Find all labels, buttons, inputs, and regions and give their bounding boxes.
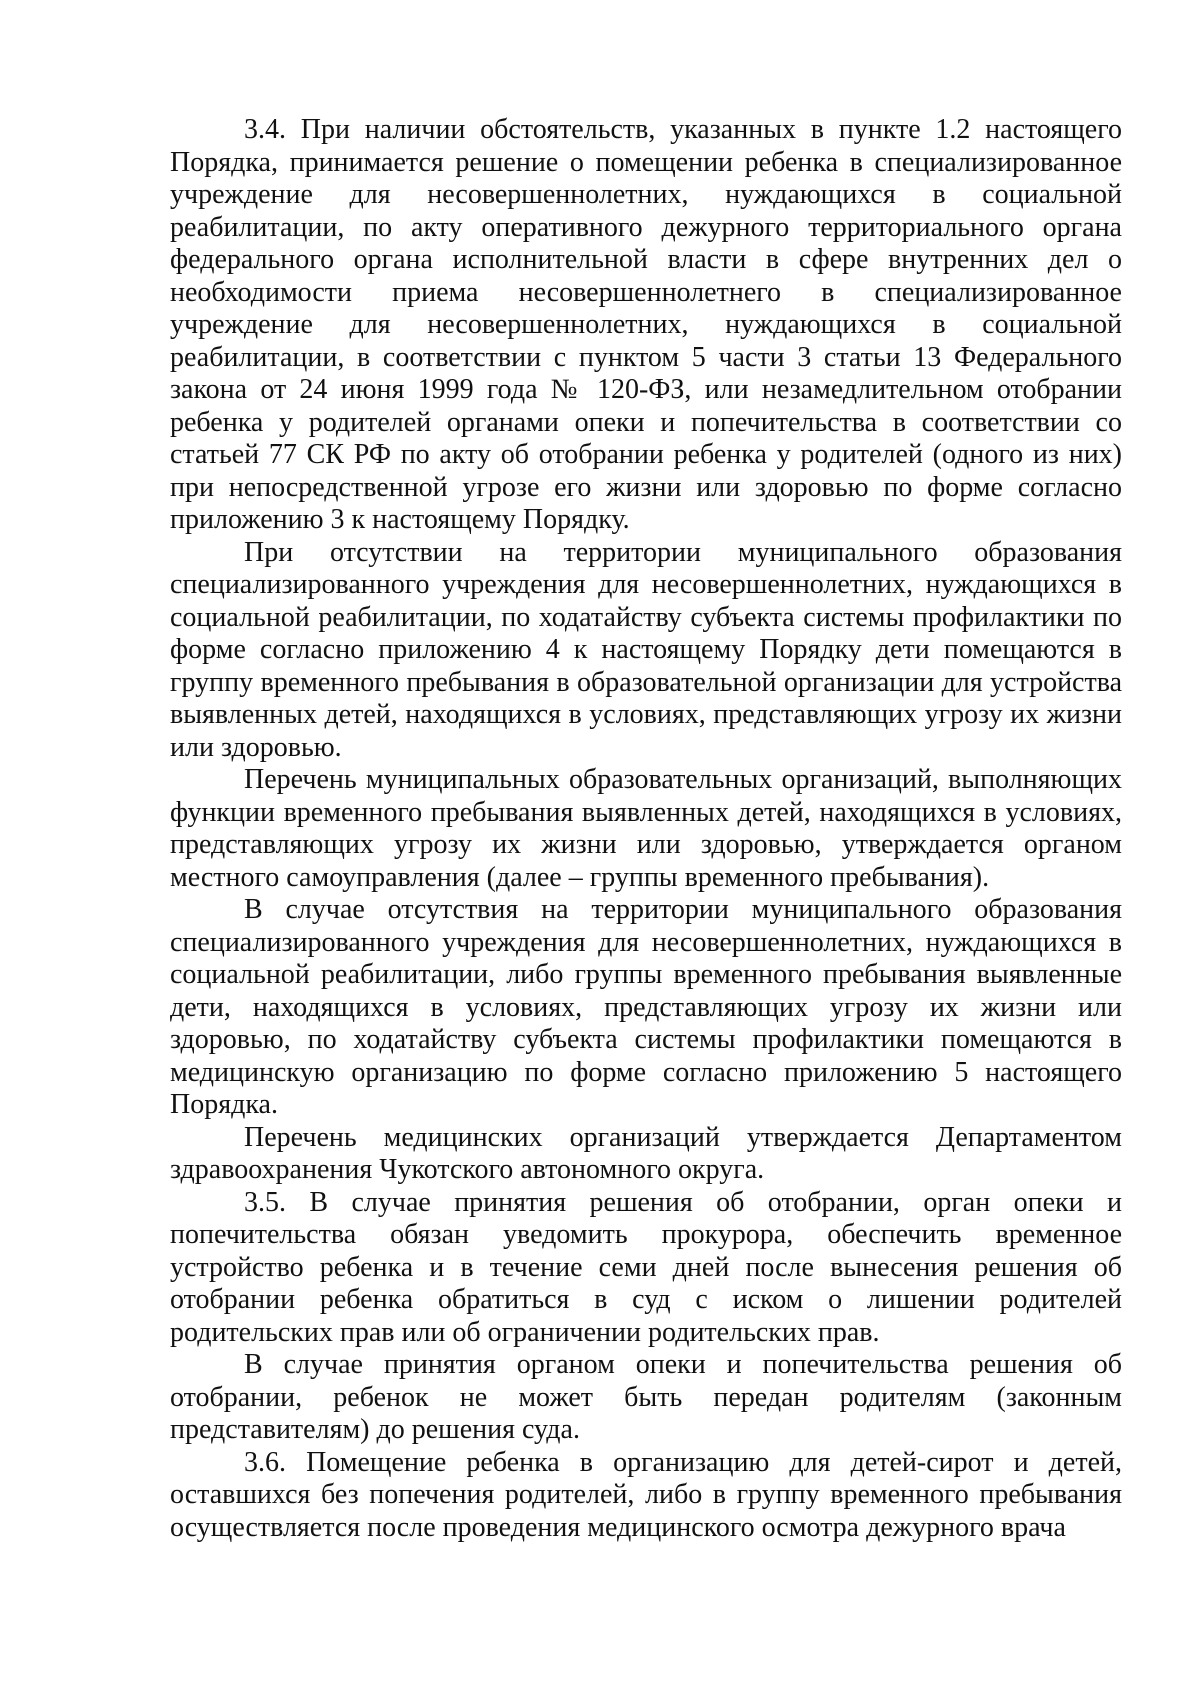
paragraph-list-of-medical-organizations: Перечень медицинских организаций утверждается Департаментом здравоохранения Чукотского автономного округа. <box>170 1121 1122 1185</box>
document-page <box>170 114 1122 1544</box>
paragraph-3-5: 3.5. В случае принятия решения об отобрании, орган опеки и попечительства обязан уведомить прокурора, обеспечить временное устройство ребенка и в течение семи дней после вынесения решения об отобрании ребенка обратиться в суд с иском о лишении родителей родительских прав или об ограничении родительских прав. <box>170 1186 1122 1348</box>
paragraph-list-of-educational-organizations: Перечень муниципальных образовательных организаций, выполняющих функции временного пребывания выявленных детей, находящихся в условиях, представляющих угрозу их жизни или здоровью, утверждается органом местного самоуправления (далее – группы временного пребывания). <box>170 764 1122 893</box>
paragraph-medical-placement: В случае отсутствия на территории муниципального образования специализированного учреждения для несовершеннолетних, нуждающихся в социальной реабилитации, либо группы временного пребывания выявленные дети, находящихся в условиях, представляющих угрозу их жизни или здоровью, по ходатайству субъекта системы профилактики помещаются в медицинскую организацию по форме согласно приложению 5 настоящего Порядка. <box>170 894 1122 1120</box>
paragraph-3-4: 3.4. При наличии обстоятельств, указанных в пункте 1.2 настоящего Порядка, принимается решение о помещении ребенка в специализированное учреждение для несовершеннолетних, нуждающихся в социальной реабилитации, по акту оперативного дежурного территориального органа федерального органа исполнительной власти в сфере внутренних дел о необходимости приема несовершеннолетнего в специализированное учреждение для несовершеннолетних, нуждающихся в социальной реабилитации, в соответствии с пунктом 5 части 3 статьи 13 Федерального закона от 24 июня 1999 года № 120-ФЗ, или незамедлительном отобрании ребенка у родителей органами опеки и попечительства в соответствии со статьей 77 СК РФ по акту об отобрании ребенка у родителей (одного из них) при непосредственной угрозе его жизни или здоровью по форме согласно приложению 3 к настоящему Порядку. <box>170 114 1122 535</box>
paragraph-3-6: 3.6. Помещение ребенка в организацию для детей-сирот и детей, оставшихся без попечения родителей, либо в группу временного пребывания осуществляется после проведения медицинского осмотра дежурного врача <box>170 1446 1122 1543</box>
paragraph-absence-of-institution: При отсутствии на территории муниципального образования специализированного учреждения для несовершеннолетних, нуждающихся в социальной реабилитации, по ходатайству субъекта системы профилактики по форме согласно приложению 4 к настоящему Порядку дети помещаются в группу временного пребывания в образовательной организации для устройства выявленных детей, находящихся в условиях, представляющих угрозу их жизни или здоровью. <box>170 536 1122 763</box>
paragraph-removal-decision: В случае принятия органом опеки и попечительства решения об отобрании, ребенок не может быть передан родителям (законным представителям) до решения суда. <box>170 1349 1122 1445</box>
